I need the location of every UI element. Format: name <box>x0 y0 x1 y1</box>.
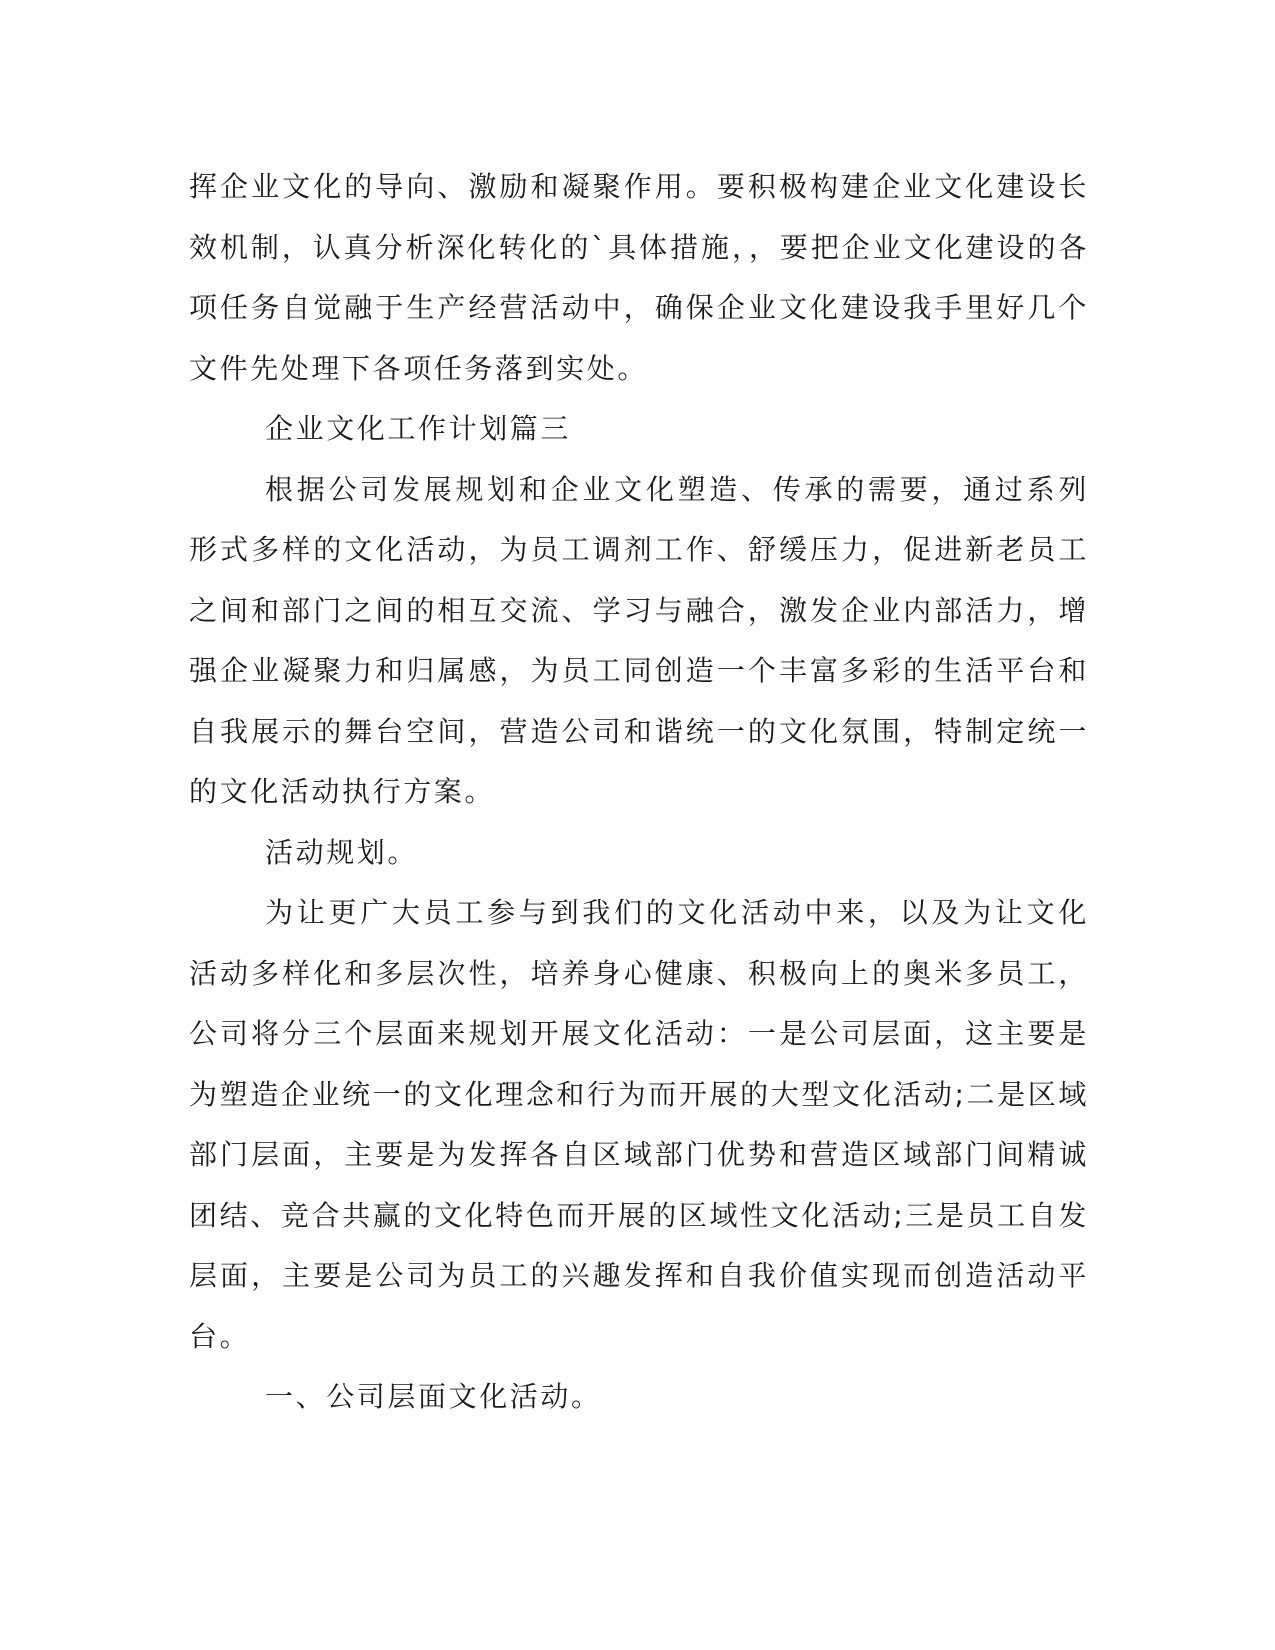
section-title-part-three: 企业文化工作计划篇三 <box>265 412 572 445</box>
body-paragraph-continued: 挥企业文化的导向、激励和凝聚作用。要积极构建企业文化建设长效机制，认真分析深化转化的`具体措施，，要把企业文化建设的各项任务自觉融于生产经营活动中，确保企业文化建设我手里好几个文件先处理下各项任务落到实处。 <box>189 170 1089 385</box>
body-paragraph-intro: 根据公司发展规划和企业文化塑造、传承的需要，通过系列形式多样的文化活动，为员工调剂工作、舒缓压力，促进新老员工之间和部门之间的相互交流、学习与融合，激发企业内部活力，增强企业凝聚力和归属感，为员工同创造一个丰富多彩的生活平台和自我展示的舞台空间，营造公司和谐统一的文化氛围，特制定统一的文化活动执行方案。 <box>189 472 1089 808</box>
subheading-company-level: 一、公司层面文化活动。 <box>265 1380 602 1413</box>
subheading-activity-plan: 活动规划。 <box>265 835 419 869</box>
body-paragraph-plan: 为让更广大员工参与到我们的文化活动中来，以及为让文化活动多样化和多层次性，培养身心健康、积极向上的奥米多员工，公司将分三个层面来规划开展文化活动：一是公司层面，这主要是为塑造企业统一的文化理念和行为而开展的大型文化活动;二是区域部门层面，主要是为发挥各自区域部门优势和营造区域部门间精诚团结、竞合共赢的文化特色而开展的区域性文化活动;三是员工自发层面，主要是公司为员工的兴趣发挥和自我价值实现而创造活动平台。 <box>189 896 1089 1353</box>
document-body <box>189 157 1089 1428</box>
